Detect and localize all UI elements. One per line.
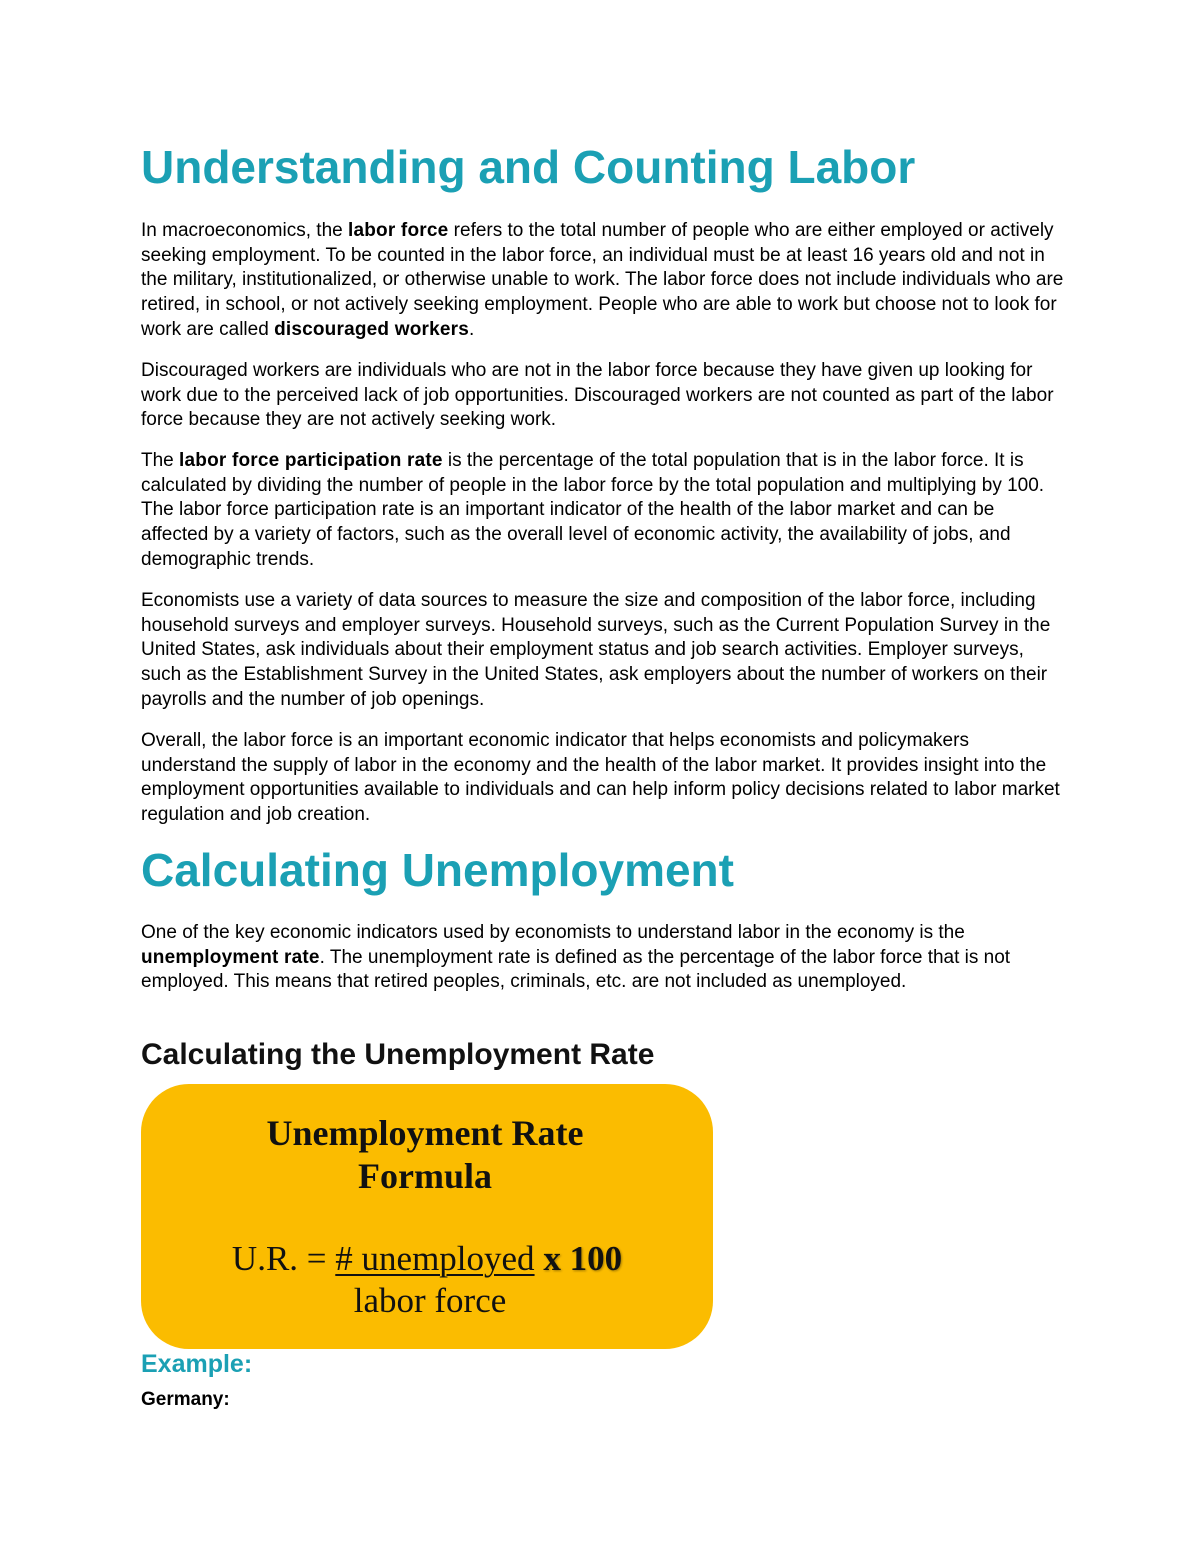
- paragraph-unemployment-rate-definition: One of the key economic indicators used by economists to understand labor in the economy is the unemployment rate. The unemployment rate is defined as the percentage of the labor force that is not employed. This means that retired peoples, criminals, etc. are not included as unemployed.: [141, 922, 1011, 993]
- term-unemployment-rate: unemployment rate: [141, 946, 320, 968]
- formula-multiplier: x 100: [534, 1239, 623, 1278]
- example-label: Example:: [141, 1350, 253, 1378]
- unemployment-formula-box: [141, 1084, 713, 1349]
- term-labor-force: labor force: [347, 220, 449, 241]
- paragraph-participation-rate: The labor force participation rate is the percentage of the total population that is in the labor force. It is calculated by dividing the number of people in the labor force by the total population and multiplying by 100. The labor force participation rate is an important indicator of the health of the labor market and can be affected by a variety of factors, such as the overall level of economic activity, the availability of jobs, and demographic trends.: [141, 450, 1045, 570]
- section-heading-understanding-labor: Understanding and Counting Labor: [141, 141, 916, 193]
- formula-numerator-line: U.R. = # unemployed x 100: [231, 1239, 623, 1278]
- formula-title: Unemployment Rate Formula: [266, 1113, 584, 1196]
- term-discouraged-workers: discouraged workers: [274, 318, 469, 340]
- term-participation-rate: labor force participation rate: [179, 450, 443, 471]
- paragraph-labor-force-definition: In macroeconomics, the labor force refers to the total number of people who are either employed or actively seeking employment. To be counted in the labor force, an individual must be at least 16 years old and not in the military, institutionalized, or otherwise unable to work. The labor force does not include individuals who are retired, in school, or not actively seeking employment. People who are able to work but choose not to look for work are called discouraged workers.: [141, 220, 1064, 340]
- section-heading-calculating-unemployment: Calculating Unemployment: [141, 844, 734, 896]
- formula-denominator: labor force: [353, 1281, 507, 1320]
- paragraph-discouraged-workers: Discouraged workers are individuals who are not in the labor force because they have given up looking for work due to the perceived lack of job opportunities. Discouraged workers are not counted as part of the labor force because they are not actively seeking work.: [141, 360, 1054, 431]
- formula-numerator: # unemployed: [335, 1239, 535, 1278]
- paragraph-overall-summary: Overall, the labor force is an important economic indicator that helps economists and policymakers understand the supply of labor in the economy and the health of the labor market. It provides insight into the employment opportunities available to individuals and can help inform policy decisions related to labor market regulation and job creation.: [141, 730, 1060, 826]
- paragraph-data-sources: Economists use a variety of data sources to measure the size and composition of the labor force, including household surveys and employer surveys. Household surveys, such as the Current Population Survey in the United States, ask individuals about their employment status and job search activities. Employer surveys, such as the Establishment Survey in the United States, ask employers about the number of workers on their payrolls and the number of job openings.: [141, 590, 1051, 710]
- subheading-calculating-rate: Calculating the Unemployment Rate: [141, 1038, 655, 1071]
- country-label-germany: Germany:: [141, 1389, 230, 1410]
